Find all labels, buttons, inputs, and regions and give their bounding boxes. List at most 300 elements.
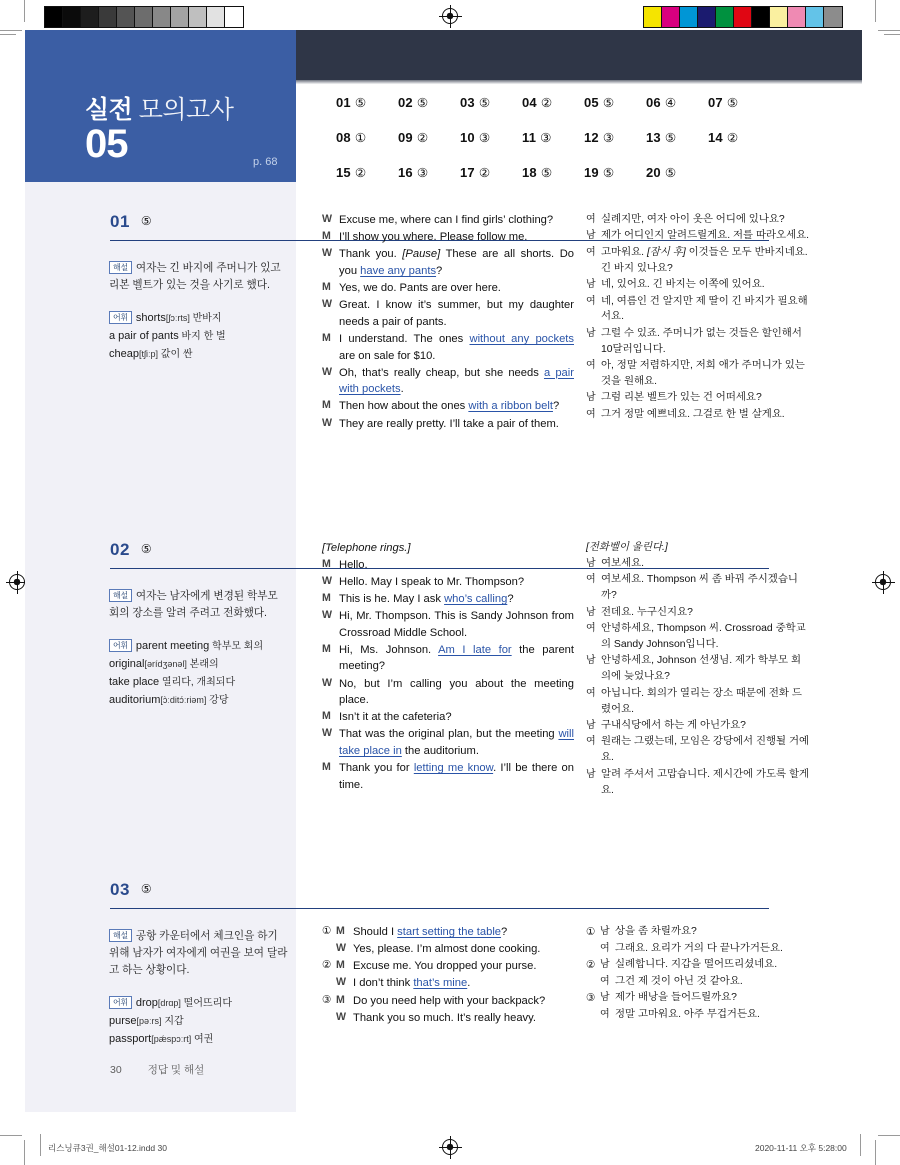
exam-title-light: 모의고사 <box>132 96 234 124</box>
vocabulary-term: take place <box>109 675 160 688</box>
explanation-text: 공항 카운터에서 체크인을 하기 위해 남자가 여자에게 여권을 보여 달라고 하는 상황이다. <box>109 930 288 977</box>
script-fragment: 고마워요. <box>601 246 647 258</box>
answer-question-number: 17 <box>460 165 475 180</box>
script-line <box>586 228 810 244</box>
explanation-paragraph <box>109 260 289 294</box>
script-fragment: I’ll show you where. Please follow me. <box>339 231 528 244</box>
question-heading-01 <box>110 212 152 232</box>
script-fragment: 상을 좀 차릴까요? <box>615 926 697 937</box>
answer-choice: ⑤ <box>602 166 615 180</box>
script-speaker: 여 <box>586 574 596 586</box>
registration-mark-icon <box>9 574 25 590</box>
script-line <box>586 326 810 358</box>
script-fragment: ? <box>552 400 560 413</box>
answer-question-number: 19 <box>584 165 599 180</box>
vocabulary-entry <box>109 674 289 692</box>
script-text <box>601 572 810 604</box>
script-speaker: 여 <box>586 360 596 372</box>
answer-choice: ② <box>478 166 491 180</box>
exam-number: 05 <box>85 122 128 166</box>
registration-mark-icon <box>442 8 458 24</box>
answer-question-number: 13 <box>646 130 661 145</box>
answer-choice: ⑤ <box>664 166 677 180</box>
answer-item <box>522 95 584 110</box>
answer-choice: ⑤ <box>416 96 429 110</box>
script-text <box>339 365 574 398</box>
answer-question-number: 16 <box>398 165 413 180</box>
script-fragment: ? <box>436 264 443 277</box>
script-fragment: Excuse me, where can I find girls’ clothing? <box>339 214 554 226</box>
script-speaker: W <box>322 247 332 260</box>
script-fragment: Oh, that’s really cheap, but she needs <box>339 366 544 379</box>
script-fragment: 그건 제 것이 아닌 것 같아요. <box>615 975 743 987</box>
korean-script-02 <box>586 540 810 799</box>
script-text <box>601 556 810 572</box>
script-fragment: 실례지만, 여자 아이 옷은 어디에 있나요? <box>601 214 785 225</box>
script-fragment: 그래요. 요리가 거의 다 끝나가거든요. <box>615 942 783 954</box>
script-item-number: ③ <box>322 993 332 1006</box>
korean-script-03 <box>586 924 810 1023</box>
english-script-lines <box>322 557 574 794</box>
vocabulary-meaning: 열리다, 개최되다 <box>159 676 236 688</box>
script-line <box>322 229 574 246</box>
answer-item <box>398 165 460 180</box>
stage-direction: [잠시 후] <box>646 246 686 258</box>
answer-item <box>584 130 646 145</box>
color-swatch <box>716 7 734 27</box>
script-text <box>601 358 810 390</box>
color-swatch <box>734 7 752 27</box>
answer-item <box>522 130 584 145</box>
script-line <box>322 993 574 1010</box>
explanation-paragraph <box>109 588 289 622</box>
answer-choice: ⑤ <box>354 96 367 110</box>
answer-question-number: 02 <box>398 95 413 110</box>
answer-question-number: 12 <box>584 130 599 145</box>
script-fragment: Great. I know it’s summer, but my daughter needs a pair of pants. <box>339 299 574 328</box>
script-speaker: W <box>322 298 332 311</box>
script-speaker: 남 <box>600 926 610 937</box>
stage-direction: [전화벨이 울린다.] <box>586 542 668 553</box>
script-fragment: 아, 정말 저렴하지만, 저희 애가 주머니가 있는 것을 원해요. <box>601 360 805 388</box>
answer-choice: ⑤ <box>540 166 553 180</box>
print-frame-right <box>860 1134 861 1156</box>
color-swatch <box>788 7 806 27</box>
script-text <box>601 326 810 358</box>
vocabulary-meaning: 반바지 <box>189 313 222 325</box>
color-swatch <box>207 7 225 27</box>
script-line <box>586 212 810 228</box>
script-fragment: Hi, Ms. Johnson. <box>339 643 439 656</box>
answer-item <box>584 165 646 180</box>
answer-question-number: 10 <box>460 130 475 145</box>
script-fragment: 원래는 그랬는데, 모임은 강당에서 진행될 거예요. <box>601 736 810 764</box>
script-text <box>601 621 810 653</box>
script-line <box>586 294 810 326</box>
script-speaker: W <box>322 676 332 689</box>
script-speaker: W <box>322 727 332 740</box>
vocabulary-term: drop <box>135 997 158 1010</box>
script-text <box>601 212 810 228</box>
script-text <box>339 297 574 330</box>
script-line <box>586 556 810 572</box>
answer-item <box>460 95 522 110</box>
answer-item <box>398 130 460 145</box>
answer-item <box>646 95 708 110</box>
answer-question-number: 01 <box>336 95 351 110</box>
script-speaker: 남 <box>586 606 596 618</box>
script-line <box>586 734 810 766</box>
script-text <box>615 957 810 973</box>
script-line <box>322 557 574 574</box>
script-text <box>339 726 574 759</box>
script-speaker: M <box>322 281 331 293</box>
answer-item <box>646 130 708 145</box>
answer-question-number: 20 <box>646 165 661 180</box>
script-highlight: a pair with pockets <box>339 366 574 396</box>
answer-question-number: 06 <box>646 95 661 110</box>
vocabulary-pronunciation: [pǽspɔːrt] <box>151 1034 192 1045</box>
script-line <box>586 621 810 653</box>
script-fragment: 구내식당에서 하는 게 아닌가요? <box>601 719 746 731</box>
vocabulary-items <box>109 312 289 363</box>
answer-question-number: 05 <box>584 95 599 110</box>
script-line <box>586 957 810 973</box>
korean-script-01 <box>586 212 810 423</box>
script-speaker: M <box>336 959 345 972</box>
script-speaker: 여 <box>600 975 610 987</box>
exam-title-box <box>25 30 296 182</box>
script-line <box>586 924 810 940</box>
script-line <box>322 246 574 279</box>
script-item-number: ① <box>322 925 332 937</box>
color-swatch <box>752 7 770 27</box>
vocabulary-meaning: 학부모 회의 <box>209 641 264 653</box>
english-script-03 <box>322 924 574 1027</box>
script-line <box>586 990 810 1006</box>
color-swatch <box>153 7 171 27</box>
script-highlight: with a ribbon belt <box>468 400 553 413</box>
script-speaker: 여 <box>600 1008 610 1020</box>
script-fragment: the parent meeting? <box>339 643 574 673</box>
crop-mark-bottom-left-horizontal <box>0 1135 22 1136</box>
script-text <box>339 246 574 279</box>
script-fragment: Thank you for <box>339 762 414 775</box>
vocabulary-meaning: 바지 한 벌 <box>178 331 226 343</box>
script-line <box>586 407 810 423</box>
script-text <box>601 277 810 293</box>
script-fragment: 이것들은 모두 반바지네요. 긴 바지 있나요? <box>601 246 808 274</box>
vocabulary-pronunciation: [pəːrs] <box>136 1016 162 1027</box>
script-line <box>586 941 810 957</box>
script-line <box>586 686 810 718</box>
script-text <box>353 1010 574 1027</box>
script-fragment: . I’ll be there on time. <box>339 762 575 791</box>
script-speaker: 남 <box>586 230 596 242</box>
script-fragment: . <box>400 383 404 396</box>
script-line <box>586 718 810 734</box>
question-answer: ⑤ <box>140 542 153 556</box>
script-text <box>601 294 810 326</box>
script-text <box>601 653 810 685</box>
answer-choice: ③ <box>540 131 552 145</box>
script-line <box>586 245 810 277</box>
script-speaker: M <box>322 399 331 412</box>
crop-mark-bottom-left-vertical <box>24 1140 25 1165</box>
script-text <box>353 993 574 1010</box>
vocabulary-meaning: 여권 <box>191 1034 214 1046</box>
answer-question-number: 04 <box>522 95 537 110</box>
script-fragment: the auditorium. <box>401 745 479 757</box>
answer-choice: ② <box>540 96 553 110</box>
script-speaker: M <box>322 591 331 604</box>
answer-choice: ⑤ <box>602 96 615 110</box>
crop-mark-top-left-horizontal <box>0 30 22 31</box>
explanation-tag: 해설 <box>109 589 132 602</box>
script-text <box>353 924 574 941</box>
answer-key-grid <box>336 95 796 180</box>
vocabulary-entry <box>109 346 289 364</box>
script-speaker: 여 <box>586 408 596 420</box>
answer-choice: ① <box>354 131 367 145</box>
question-heading-03 <box>110 880 152 900</box>
answer-choice: ⑤ <box>726 96 739 110</box>
script-text <box>339 709 574 726</box>
vocabulary-entry <box>109 1031 289 1049</box>
script-speaker: 여 <box>586 295 596 307</box>
vocabulary-list <box>109 310 289 363</box>
answer-item <box>460 130 522 145</box>
script-fragment: 그럴 수 있죠. 주머니가 없는 것들은 할인해서 10달러입니다. <box>601 327 802 355</box>
vocabulary-meaning: 본래의 <box>186 659 219 671</box>
script-fragment: Hi, Mr. Thompson. This is Sandy Johnson from Crossroad Middle School. <box>339 610 574 639</box>
script-speaker: W <box>322 213 332 225</box>
vocabulary-term: a pair of pants <box>109 330 179 343</box>
color-swatch <box>662 7 680 27</box>
script-item-number: ② <box>586 959 596 972</box>
footer-section-label: 정답 및 해설 <box>147 1064 205 1076</box>
exam-title-strong: 실전 <box>85 96 133 124</box>
answer-choice: ② <box>354 166 367 180</box>
answer-question-number: 18 <box>522 165 537 180</box>
script-item-number: ① <box>586 926 596 938</box>
script-line <box>322 416 574 433</box>
vocabulary-entry <box>136 312 222 324</box>
crop-mark-mid-right-horizontal <box>884 34 900 35</box>
script-text <box>353 975 574 992</box>
script-highlight: that’s mine <box>413 977 468 990</box>
answer-choice: ⑤ <box>664 131 677 145</box>
explanation-tag: 해설 <box>109 929 132 942</box>
answer-question-number: 09 <box>398 130 413 145</box>
script-text <box>601 718 810 734</box>
script-highlight: Am I late for <box>438 643 512 656</box>
color-swatch <box>45 7 63 27</box>
color-calibration-bar <box>643 6 843 28</box>
script-speaker: W <box>322 416 332 429</box>
script-text <box>353 941 574 958</box>
script-text <box>601 767 810 799</box>
script-text <box>615 1007 810 1023</box>
page-footer <box>110 1062 204 1077</box>
color-swatch <box>171 7 189 27</box>
script-speaker: M <box>322 761 331 774</box>
script-fragment: Thank you. <box>339 248 403 261</box>
vocabulary-entry <box>109 328 289 346</box>
question-divider-rule <box>110 908 769 909</box>
script-fragment: 안녕하세요, Thompson 씨. Crossroad 중학교의 Sandy Johnson입니다. <box>601 623 806 650</box>
vocabulary-term: passport <box>109 1033 152 1046</box>
script-text <box>601 390 810 406</box>
answer-question-number: 08 <box>336 130 351 145</box>
vocabulary-list <box>109 638 289 709</box>
script-speaker: 여 <box>586 214 596 225</box>
footer-page-number: 30 <box>110 1064 122 1076</box>
color-swatch <box>225 7 243 27</box>
script-speaker: M <box>322 710 331 723</box>
script-line <box>586 767 810 799</box>
script-speaker: 남 <box>586 392 596 404</box>
script-speaker: M <box>322 331 331 344</box>
color-swatch <box>135 7 153 27</box>
script-fragment: ? <box>507 592 514 605</box>
script-speaker: 남 <box>600 959 610 971</box>
script-line <box>322 280 574 297</box>
script-speaker: W <box>336 942 346 955</box>
script-line <box>322 676 574 709</box>
vocabulary-meaning: 값이 싼 <box>158 348 193 360</box>
color-swatch <box>644 7 662 27</box>
script-line <box>586 974 810 990</box>
answer-item <box>584 95 646 110</box>
script-speaker: 남 <box>586 719 596 731</box>
grayscale-calibration-bar <box>44 6 244 28</box>
script-text <box>339 280 574 297</box>
script-highlight: will take place in <box>339 728 574 757</box>
script-speaker: 남 <box>600 992 610 1004</box>
script-fragment: These are all shorts. Do you <box>339 248 574 277</box>
script-fragment: I understand. The ones <box>339 332 470 345</box>
script-text <box>339 557 574 574</box>
script-speaker: 남 <box>586 768 596 780</box>
vocabulary-term: original <box>109 658 145 671</box>
vocabulary-term: parent meeting <box>135 640 210 653</box>
stage-direction: [Telephone rings.] <box>322 542 411 554</box>
script-speaker: M <box>336 925 345 937</box>
answer-item <box>708 95 770 110</box>
script-line <box>586 1007 810 1023</box>
script-speaker: 남 <box>586 327 596 339</box>
script-text <box>339 416 574 433</box>
vocabulary-entry <box>109 1013 289 1031</box>
answer-question-number: 03 <box>460 95 475 110</box>
vocabulary-term: auditorium <box>109 693 161 706</box>
script-speaker: 여 <box>586 687 596 699</box>
vocabulary-entry <box>136 997 232 1009</box>
script-speaker: 남 <box>586 279 596 291</box>
script-line <box>322 726 574 759</box>
question-sidebar-03 <box>109 928 289 1049</box>
script-highlight: without any pockets <box>469 332 574 345</box>
question-answer: ⑤ <box>140 214 153 228</box>
question-number: 01 <box>110 212 130 231</box>
script-line <box>322 709 574 726</box>
answer-question-number: 14 <box>708 130 723 145</box>
explanation-paragraph <box>109 928 289 979</box>
answer-choice: ③ <box>478 131 491 145</box>
vocabulary-tag: 어휘 <box>109 996 132 1009</box>
vocabulary-entry <box>136 640 263 652</box>
script-line <box>322 398 574 415</box>
korean-script-lines <box>586 556 810 799</box>
script-speaker: 여 <box>586 246 596 258</box>
answer-item <box>336 165 398 180</box>
script-fragment: 안녕하세요, Johnson 선생님. 제가 학부모 회의에 늦었나요? <box>601 655 802 683</box>
vocabulary-list <box>109 995 289 1048</box>
question-number: 02 <box>110 540 130 559</box>
script-fragment: Excuse me. You dropped your purse. <box>353 960 537 973</box>
script-line <box>322 608 574 641</box>
answer-item <box>336 95 398 110</box>
script-line <box>322 975 574 992</box>
answer-item <box>460 165 522 180</box>
script-text <box>615 941 810 957</box>
script-highlight: have any pants <box>360 264 437 277</box>
script-speaker: M <box>322 230 331 243</box>
script-line <box>322 331 574 364</box>
script-fragment: 네, 여름인 건 알지만 제 딸이 긴 바지가 필요해서요. <box>601 295 808 323</box>
script-fragment: Isn’t it at the cafeteria? <box>339 711 452 724</box>
print-file-name: 리스닝큐3권_해설01-12.indd 30 <box>48 1143 167 1153</box>
script-speaker: M <box>322 642 331 655</box>
color-swatch <box>824 7 842 27</box>
vocabulary-entry <box>109 656 289 674</box>
script-fragment: Then how about the ones <box>339 400 469 413</box>
script-fragment: That was the original plan, but the meeting <box>339 728 559 741</box>
script-fragment: 알려 주셔서 고맙습니다. 제시간에 가도록 할게요. <box>601 768 810 796</box>
answer-item <box>522 165 584 180</box>
script-text <box>601 686 810 718</box>
script-text <box>601 228 810 244</box>
script-fragment: 그럼 리본 벨트가 있는 건 어떠세요? <box>601 392 762 404</box>
vocabulary-meaning: 지갑 <box>161 1016 184 1028</box>
script-text <box>601 407 810 423</box>
exam-title <box>85 90 233 126</box>
stage-direction: [Pause] <box>402 248 441 261</box>
header-dark-band <box>296 30 862 80</box>
script-text <box>615 924 810 940</box>
script-text <box>615 990 810 1006</box>
vocabulary-pronunciation: [ərídʒənəl] <box>144 659 187 670</box>
script-fragment: are on sale for $10. <box>339 349 436 362</box>
script-line <box>586 390 810 406</box>
crop-mark-top-right-horizontal <box>878 30 900 31</box>
script-text <box>601 734 810 766</box>
script-fragment: 제가 어디인지 알려드릴게요. 저를 따라오세요. <box>601 230 810 242</box>
vocabulary-items <box>109 640 289 709</box>
vocabulary-meaning: 강당 <box>206 694 229 706</box>
script-line <box>322 1010 574 1027</box>
color-swatch <box>99 7 117 27</box>
script-line <box>322 924 574 941</box>
registration-mark-icon <box>875 574 891 590</box>
script-speaker: 남 <box>586 655 596 667</box>
script-text <box>601 245 810 277</box>
print-timestamp: 2020-11-11 오후 5:28:00 <box>755 1143 847 1153</box>
registration-mark-icon <box>442 1139 458 1155</box>
script-speaker: W <box>322 609 332 621</box>
question-sidebar-02 <box>109 588 289 710</box>
